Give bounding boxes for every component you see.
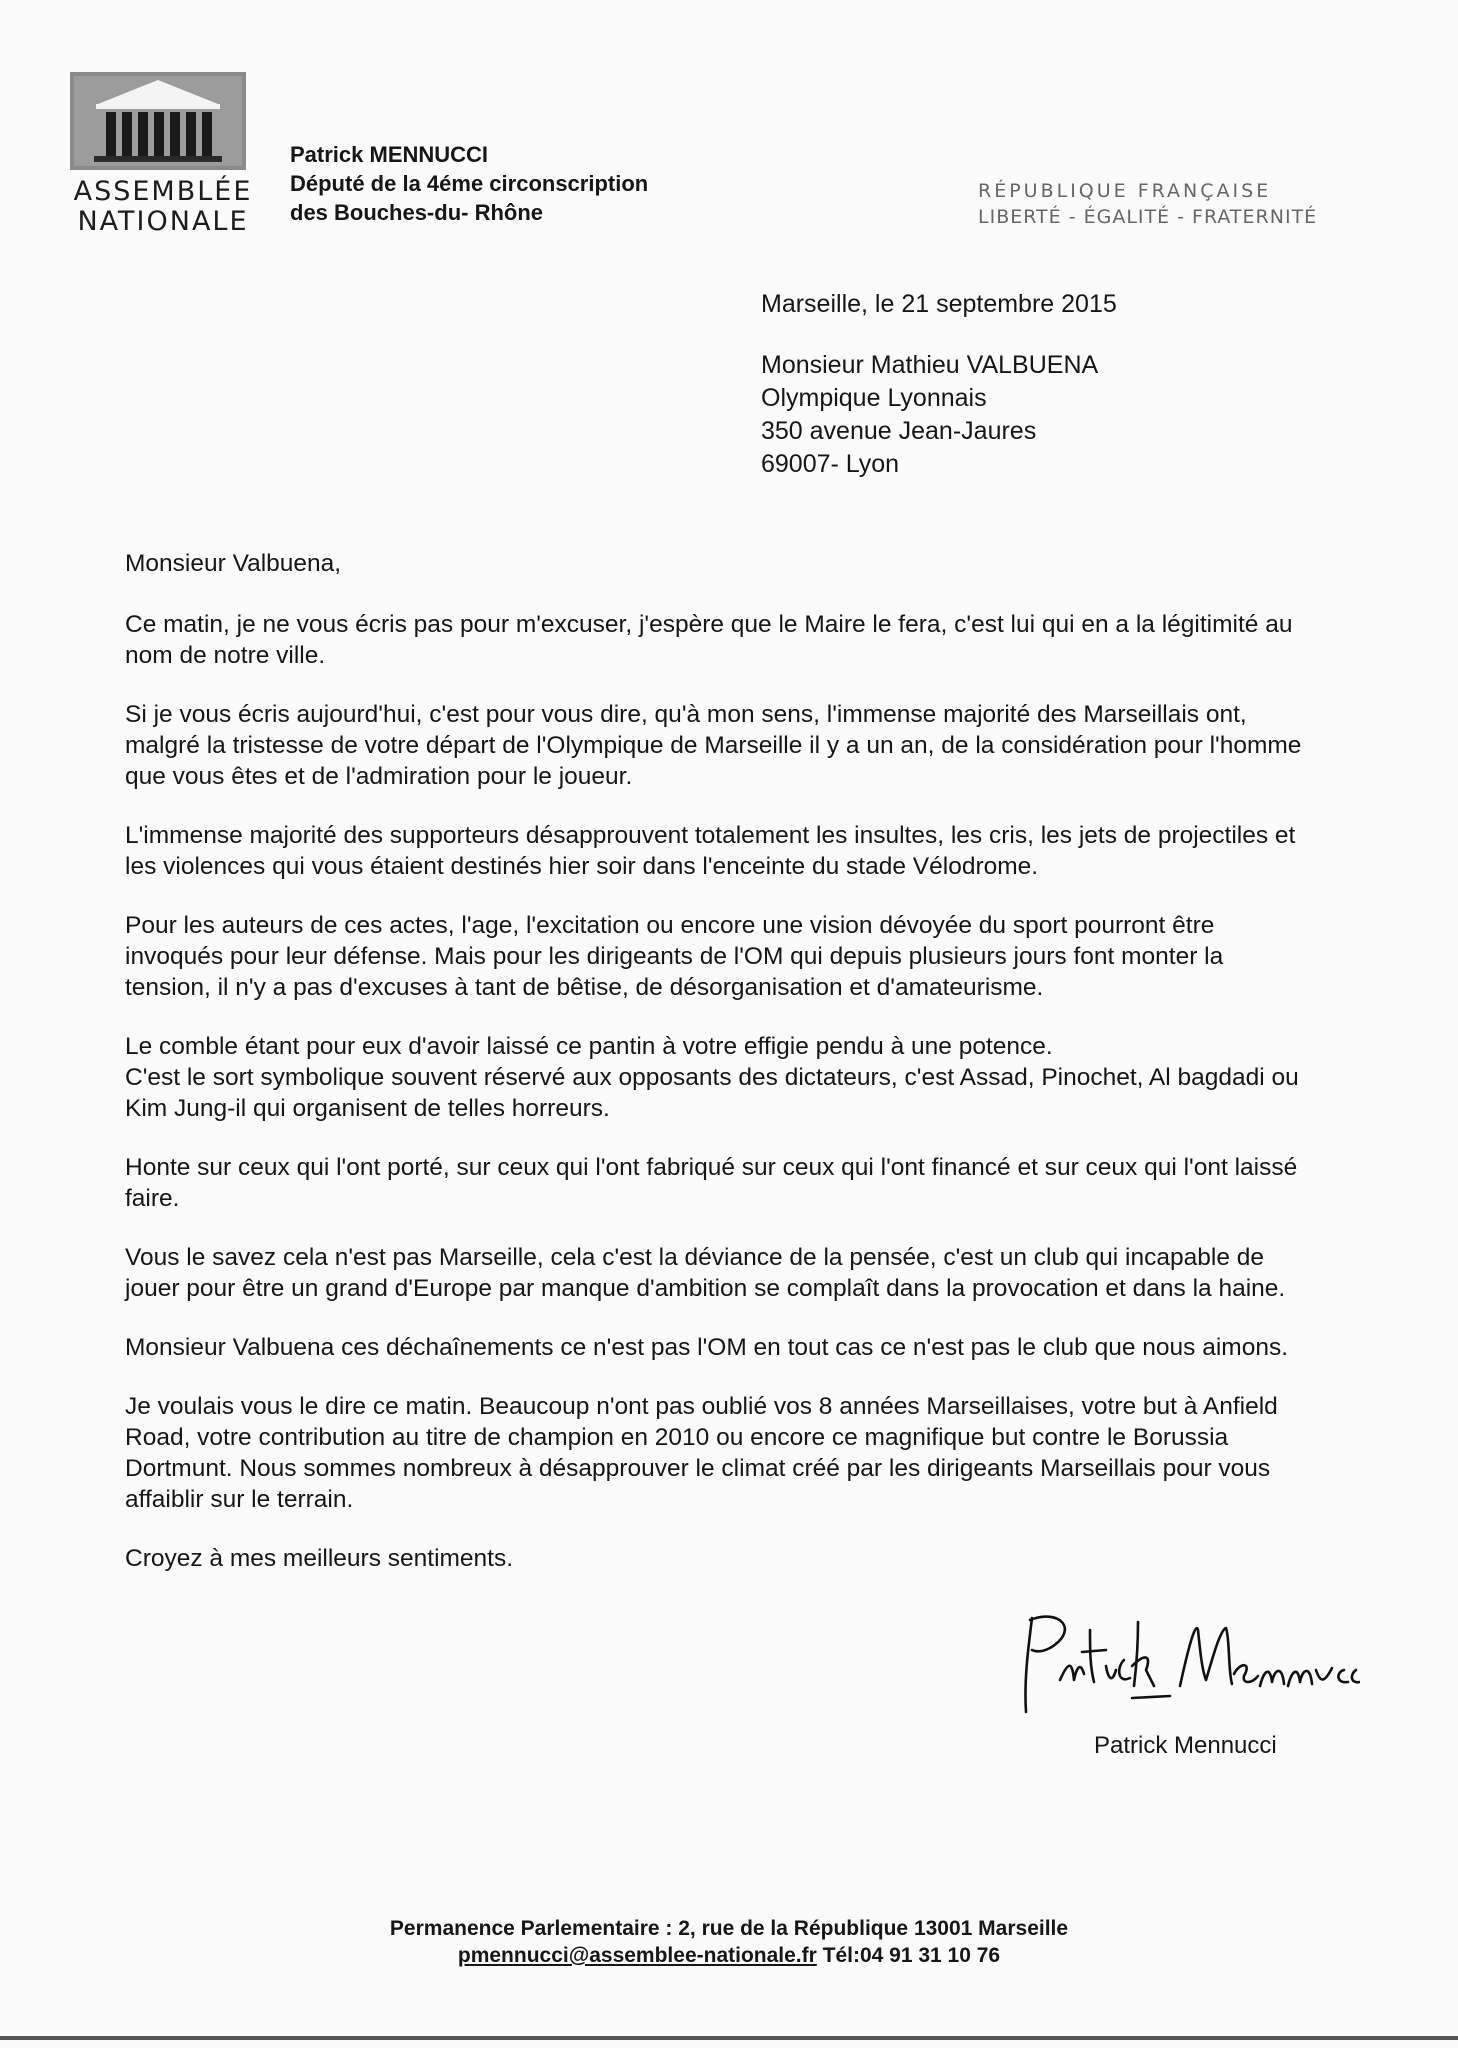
scan-edge-divider bbox=[0, 2036, 1458, 2040]
paragraph: Monsieur Valbuena ces déchaînements ce n'est pas l'OM en tout cas ce n'est pas le club que nous aimons. bbox=[125, 1334, 1289, 1361]
recipient-address bbox=[761, 349, 1098, 481]
footer-phone: Tél:04 91 31 10 76 bbox=[822, 1944, 1001, 1967]
letter-date: Marseille, le 21 septembre 2015 bbox=[761, 290, 1117, 318]
footer-email-link[interactable]: pmennucci@assemblee-nationale.fr bbox=[457, 1944, 817, 1967]
republic-motto bbox=[978, 180, 1317, 228]
recipient-city: 69007- Lyon bbox=[761, 450, 900, 478]
footer-address: Permanence Parlementaire : 2, rue de la République 13001 Marseille bbox=[389, 1917, 1069, 1940]
paragraph: Si je vous écris aujourd'hui, c'est pour vous dire, qu'à mon sens, l'immense majorité des Marseillais ont, malgré la tristesse de votre départ de l'Olympique de Marseille il y a un an, de la considération pour l'homme que vous êtes et de l'admiration pour le joueur. bbox=[125, 701, 1302, 790]
paragraph: Ce matin, je ne vous écris pas pour m'excuser, j'espère que le Maire le fera, c'est lui qui en a la légitimité au nom de notre ville. bbox=[125, 611, 1293, 669]
logo-text-line1: ASSEMBLÉE bbox=[73, 176, 253, 207]
paragraph: Honte sur ceux qui l'ont porté, sur ceux qui l'ont fabriqué sur ceux qui l'ont financé et sur ceux qui l'ont laissé faire. bbox=[125, 1154, 1298, 1212]
logo-text-line2: NATIONALE bbox=[77, 206, 249, 237]
deputy-name: Patrick MENNUCCI bbox=[290, 142, 489, 167]
deputy-title-line2: des Bouches-du- Rhône bbox=[290, 200, 544, 225]
republic-line2: LIBERTÉ - ÉGALITÉ - FRATERNITÉ bbox=[978, 206, 1318, 228]
deputy-title-line1: Député de la 4éme circonscription bbox=[290, 171, 649, 196]
closing: Croyez à mes meilleurs sentiments. bbox=[125, 1545, 514, 1572]
paragraph: Le comble étant pour eux d'avoir laissé ce pantin à votre effigie pendu à une potence. bbox=[125, 1033, 1053, 1060]
paragraph: Pour les auteurs de ces actes, l'age, l'excitation ou encore une vision dévoyée du sport pourront être invoqués pour leur défense. Mais pour les dirigeants de l'OM qui depuis plusieurs jours font monter la tension, il n'y a pas d'excuses à tant de bêtise, de désorganisation et d'amateurisme. bbox=[125, 912, 1224, 1001]
paragraph: Je voulais vous le dire ce matin. Beaucoup n'ont pas oublié vos 8 années Marseillaises, votre but à Anfield Road, votre contribution au titre de champion en 2010 ou encore ce magnifique but contre le Borussia Dortmunt. Nous sommes nombreux à désapprouver le climat créé par les dirigeants Marseillais pour vous affaiblir sur le terrain. bbox=[125, 1393, 1278, 1513]
recipient-street: 350 avenue Jean-Jaures bbox=[761, 417, 1037, 445]
signatory-name: Patrick Mennucci bbox=[1094, 1732, 1277, 1759]
republic-line1: RÉPUBLIQUE FRANÇAISE bbox=[978, 180, 1272, 202]
assemblee-building-icon bbox=[70, 72, 256, 176]
footer bbox=[0, 1915, 1458, 1969]
footer-contact bbox=[0, 1942, 1458, 1969]
letter-body bbox=[125, 548, 1315, 1602]
recipient-organization: Olympique Lyonnais bbox=[761, 384, 987, 412]
handwritten-signature bbox=[1020, 1600, 1360, 1730]
deputy-header bbox=[290, 140, 648, 227]
assemblee-nationale-logo bbox=[70, 72, 256, 237]
paragraph: L'immense majorité des supporteurs désapprouvent totalement les insultes, les cris, les jets de projectiles et les violences qui vous étaient destinés hier soir dans l'enceinte du stade Vélodrome. bbox=[125, 822, 1296, 880]
paragraph: Vous le savez cela n'est pas Marseille, cela c'est la déviance de la pensée, c'est un club qui incapable de jouer pour être un grand d'Europe par manque d'ambition se complaît dans la provocation et dans la haine. bbox=[125, 1244, 1286, 1302]
recipient-name: Monsieur Mathieu VALBUENA bbox=[761, 351, 1099, 379]
salutation: Monsieur Valbuena, bbox=[125, 550, 342, 577]
paragraph: C'est le sort symbolique souvent réservé aux opposants des dictateurs, c'est Assad, Pinochet, Al bagdadi ou Kim Jung-il qui organisent de telles horreurs. bbox=[125, 1064, 1299, 1122]
